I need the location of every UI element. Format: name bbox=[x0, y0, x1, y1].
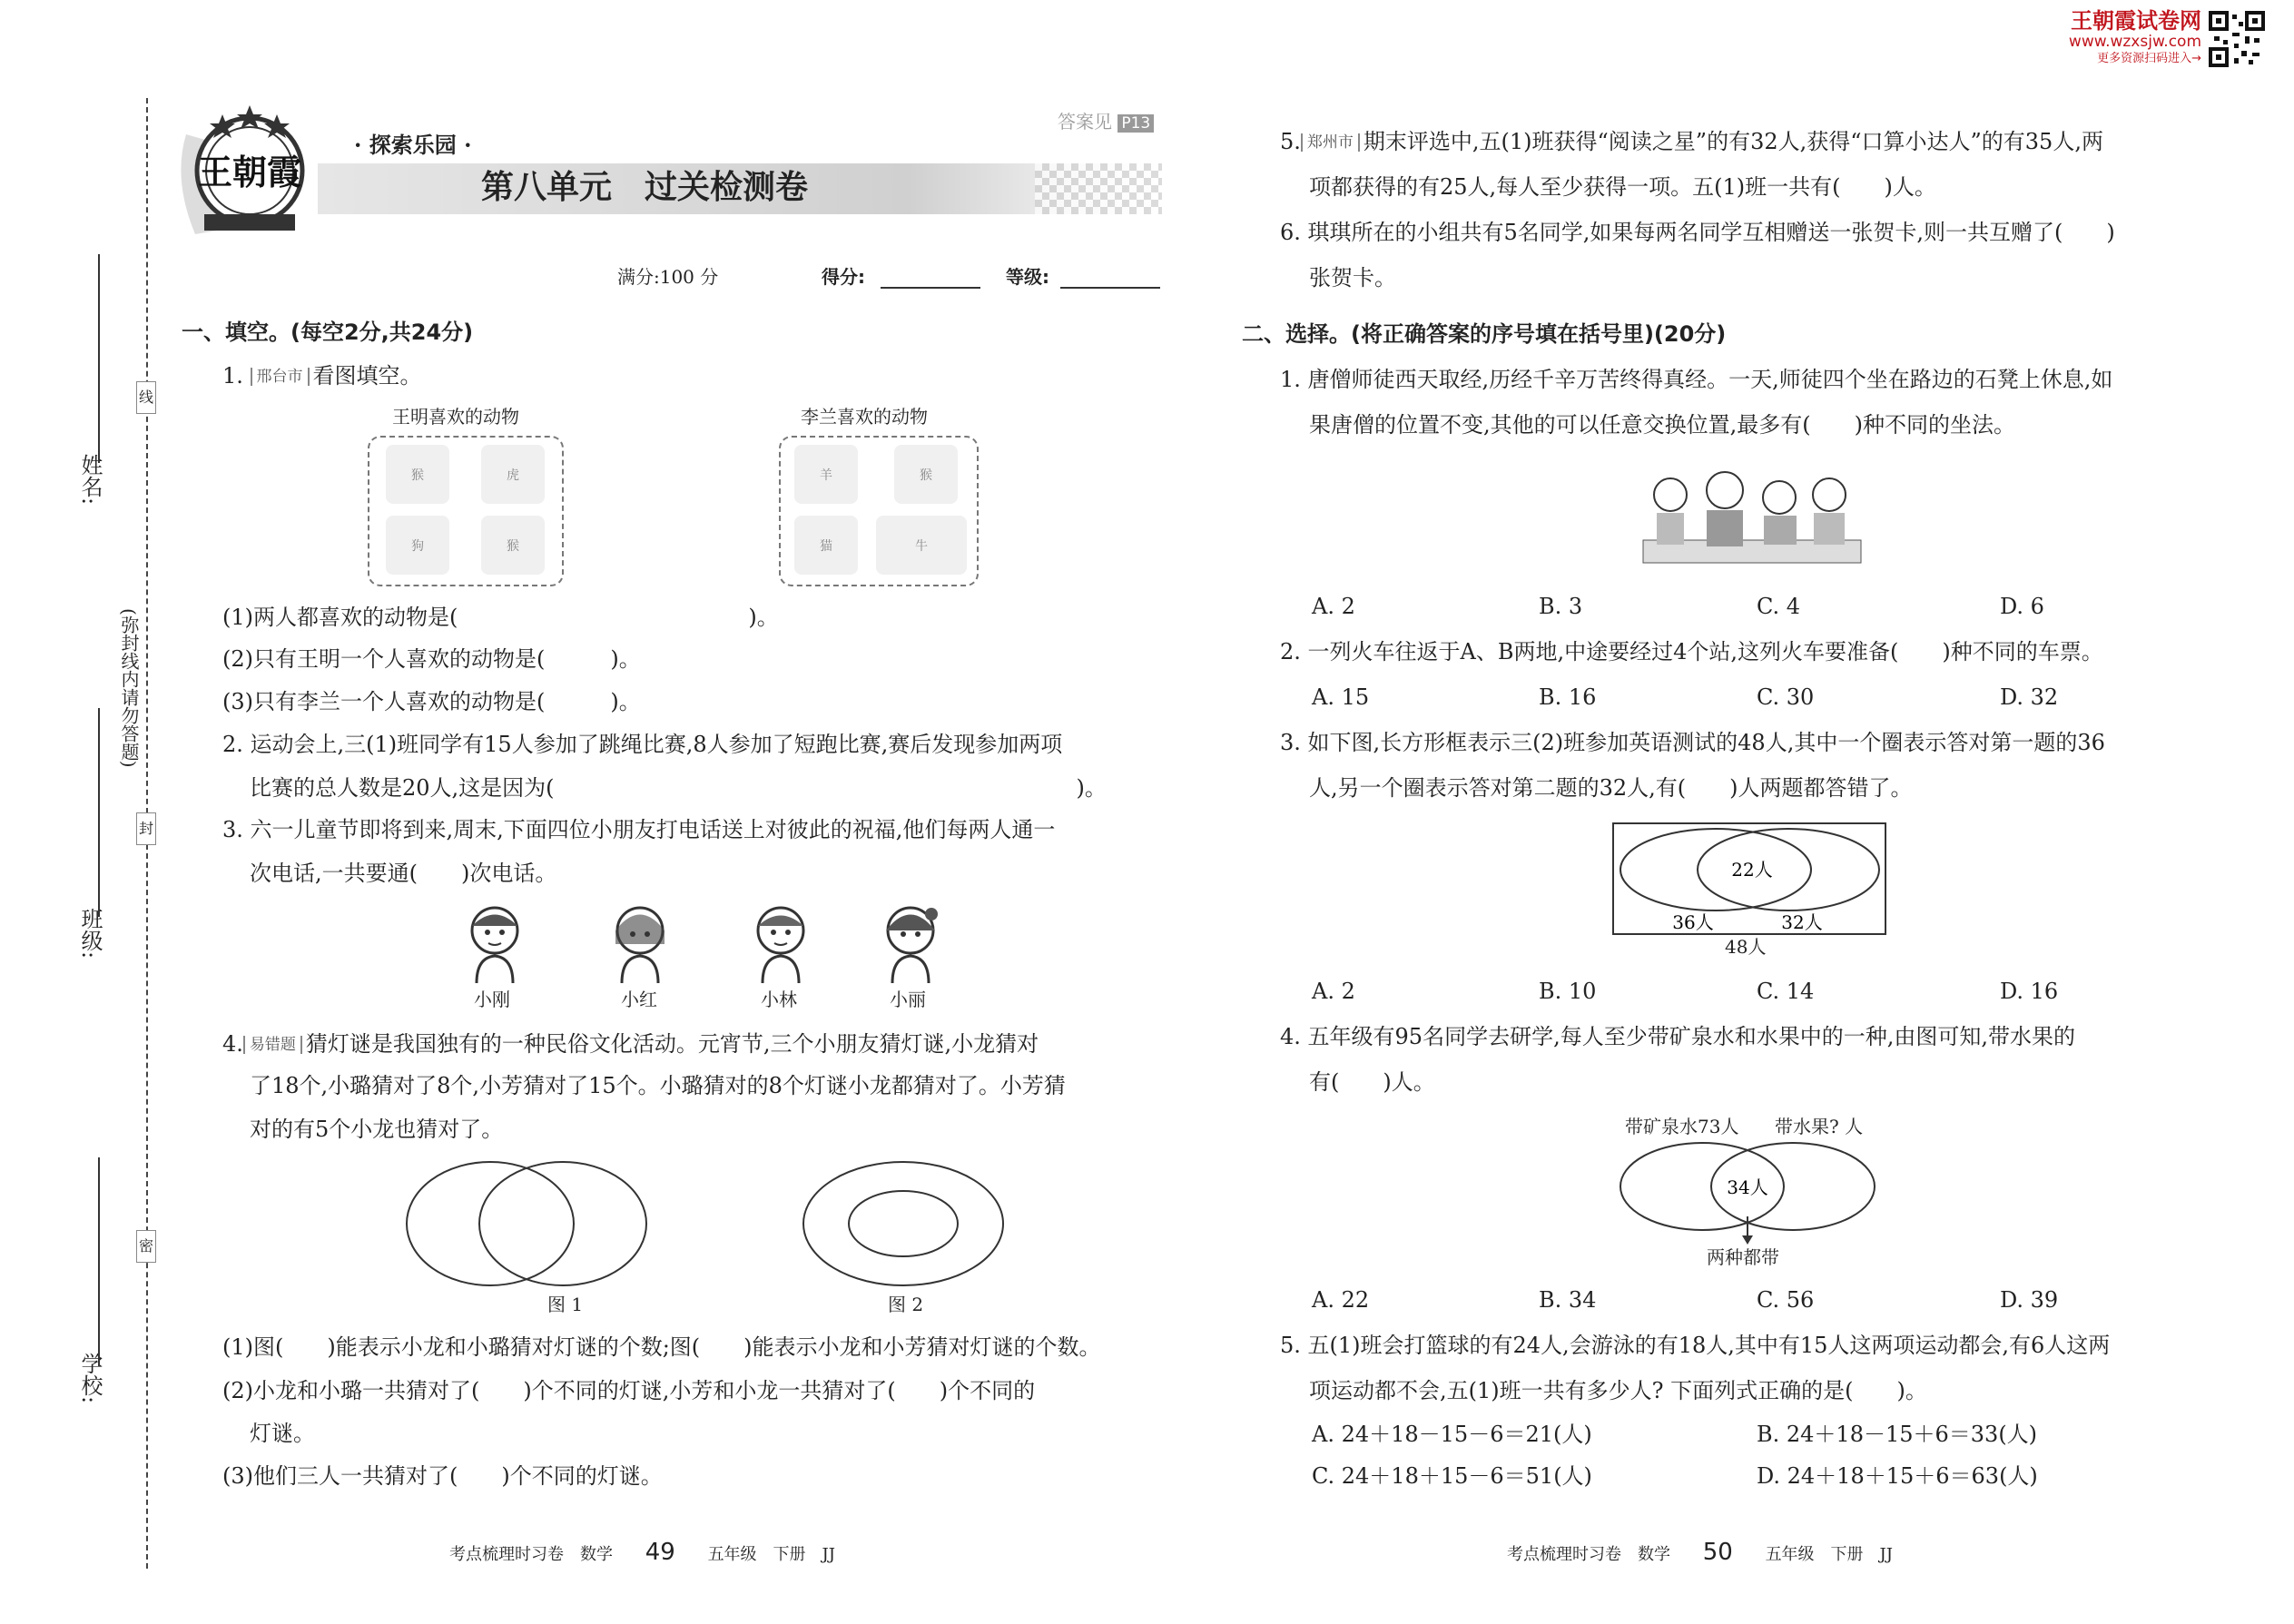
q5-line2: 项都获得的有25人,每人至少获得一项。五(1)班一共有( )人。 bbox=[1309, 174, 1936, 200]
binding-mark-secret: 密 bbox=[136, 1230, 156, 1263]
binding-mark-seal: 封 bbox=[136, 812, 156, 845]
pilgrims-image bbox=[1639, 463, 1866, 572]
pic1-title: 王明喜欢的动物 bbox=[392, 406, 519, 428]
footer-left-book: 考点梳理时习卷 数学 bbox=[449, 1545, 613, 1564]
c3-opt-c: C. 14 bbox=[1757, 979, 1815, 1004]
c5-line1: 5. 五(1)班会打篮球的有24人,会游泳的有18人,其中有15人这两项运动都会,有6人这两 bbox=[1280, 1333, 2111, 1358]
q5-tag: 郑州市 bbox=[1301, 133, 1360, 152]
c3-opt-a: A. 2 bbox=[1312, 979, 1355, 1004]
footer-right-grade: 五年级 下册 JJ bbox=[1765, 1545, 1893, 1564]
q4-sub1: (1)图( )能表示小龙和小璐猜对灯谜的个数;图( )能表示小龙和小芳猜对灯谜的个数。 bbox=[222, 1334, 1101, 1360]
c1-opt-b: B. 3 bbox=[1539, 594, 1583, 619]
part2-heading: 二、选择。(将正确答案的序号填在括号里)(20分) bbox=[1242, 321, 1727, 347]
score-field[interactable] bbox=[881, 287, 980, 289]
part1-heading: 一、填空。(每空2分,共24分) bbox=[182, 320, 474, 345]
animal-dog-image: 狗 bbox=[386, 516, 449, 575]
fig1-label: 图 1 bbox=[547, 1294, 584, 1315]
q4-sub2a: (2)小龙和小璐一共猜对了( )个不同的灯谜,小芳和小龙一共猜对了( )个不同的 bbox=[222, 1378, 1036, 1403]
q6-line1: 6. 琪琪所在的小组共有5名同学,如果每两名同学互相赠送一张贺卡,则一共互赠了( ) bbox=[1280, 220, 2115, 245]
full-score: 满分:100 分 bbox=[617, 266, 719, 288]
c5-opt-d: D. 24＋18＋15＋6＝63(人) bbox=[1757, 1463, 2038, 1489]
q1-sub1 bbox=[222, 603, 779, 632]
watermark-scan: 更多资源扫码进入→ bbox=[2097, 52, 2201, 65]
school-label: 学校: bbox=[77, 1353, 103, 1404]
q1-number: 1. bbox=[222, 363, 243, 389]
c3-line1: 3. 如下图,长方形框表示三(2)班参加英语测试的48人,其中一个圈表示答对第一题的36 bbox=[1280, 730, 2105, 755]
c4-bottom-label: 两种都带 bbox=[1707, 1246, 1779, 1268]
kid-label-4: 小丽 bbox=[890, 989, 926, 1010]
pic2-title: 李兰喜欢的动物 bbox=[801, 406, 928, 428]
animal-cow-image: 牛 bbox=[876, 516, 967, 575]
c3-venn-diagram bbox=[1611, 822, 1888, 940]
q1-sub1-text: (1)两人都喜欢的动物是( bbox=[222, 605, 458, 630]
animal-monkey2-image: 猴 bbox=[481, 516, 545, 575]
grade-field[interactable] bbox=[1060, 287, 1160, 289]
c3-right-label: 32人 bbox=[1781, 911, 1823, 933]
q6-line2: 张贺卡。 bbox=[1309, 265, 1396, 290]
kid-xiaogang-image bbox=[463, 903, 527, 985]
footer-right-book: 考点梳理时习卷 数学 bbox=[1507, 1545, 1670, 1564]
answer-ref bbox=[1058, 107, 1154, 133]
c2-opt-b: B. 16 bbox=[1539, 684, 1597, 710]
section-label: · 探索乐园 · bbox=[354, 132, 472, 158]
c1-opt-c: C. 4 bbox=[1757, 594, 1801, 619]
c2-opt-d: D. 32 bbox=[2000, 684, 2059, 710]
animal-tiger-image: 虎 bbox=[481, 445, 545, 504]
c4-opt-a: A. 22 bbox=[1312, 1287, 1370, 1313]
q2-line2-text: 比赛的总人数是20人,这是因为( bbox=[250, 775, 555, 801]
q5-number: 5. bbox=[1280, 129, 1301, 154]
c4-line2: 有( )人。 bbox=[1309, 1069, 1435, 1095]
logo-text: 王朝霞 bbox=[197, 152, 302, 192]
animal-cat-image: 猫 bbox=[794, 516, 858, 575]
brand-logo bbox=[168, 98, 322, 243]
q4-line3: 对的有5个小龙也猜对了。 bbox=[250, 1117, 504, 1142]
seal-note: (弥封线内请勿答题) bbox=[118, 608, 140, 768]
c5-opt-a: A. 24＋18－15－6＝21(人) bbox=[1312, 1422, 1592, 1447]
c3-left-label: 36人 bbox=[1672, 911, 1714, 933]
banner-checker bbox=[1035, 163, 1162, 214]
c4-right-label: 带水果? 人 bbox=[1775, 1116, 1864, 1137]
c1-line1: 1. 唐僧师徒西天取经,历经千辛万苦终得真经。一天,师徒四个坐在路边的石凳上休息,如 bbox=[1280, 367, 2113, 392]
q2-line2 bbox=[250, 773, 1107, 802]
footer-left bbox=[449, 1540, 835, 1567]
c3-opt-d: D. 16 bbox=[2000, 979, 2059, 1004]
animal-monkey3-image: 猴 bbox=[894, 445, 958, 504]
c4-opt-d: D. 39 bbox=[2000, 1287, 2059, 1313]
q4-sub2b: 灯谜。 bbox=[250, 1421, 315, 1446]
q4-figure1-venn bbox=[404, 1157, 649, 1294]
answer-ref-page: P13 bbox=[1117, 114, 1154, 133]
q4-line1 bbox=[222, 1029, 1039, 1058]
q1-sub2: (2)只有王明一个人喜欢的动物是( )。 bbox=[222, 646, 641, 672]
fig2-label: 图 2 bbox=[888, 1294, 924, 1315]
footer-right bbox=[1507, 1540, 1893, 1567]
watermark-brand: 王朝霞试卷网 bbox=[2071, 8, 2201, 34]
q4-tag: 易错题 bbox=[243, 1036, 302, 1054]
q1-sub1-end: )。 bbox=[748, 605, 779, 630]
c5-opt-b: B. 24＋18－15＋6＝33(人) bbox=[1757, 1422, 2038, 1447]
kid-label-3: 小林 bbox=[761, 989, 797, 1010]
c2-opt-c: C. 30 bbox=[1757, 684, 1815, 710]
class-underline bbox=[98, 708, 100, 917]
footer-right-page: 50 bbox=[1702, 1539, 1733, 1566]
c3-opt-b: B. 10 bbox=[1539, 979, 1597, 1004]
c1-opt-d: D. 6 bbox=[2000, 594, 2044, 619]
c1-line2: 果唐僧的位置不变,其他的可以任意交换位置,最多有( )种不同的坐法。 bbox=[1309, 412, 2015, 438]
q3-line2: 次电话,一共要通( )次电话。 bbox=[250, 861, 557, 886]
c5-line2: 项运动都不会,五(1)班一共有多少人? 下面列式正确的是( )。 bbox=[1309, 1378, 1927, 1403]
kid-xiaoli-image bbox=[879, 903, 942, 985]
q4-sub3: (3)他们三人一共猜对了( )个不同的灯谜。 bbox=[222, 1463, 663, 1489]
q3-line1: 3. 六一儿童节即将到来,周末,下面四位小朋友打电话送上对彼此的祝福,他们每两人通一 bbox=[222, 817, 1056, 842]
c4-opt-c: C. 56 bbox=[1757, 1287, 1815, 1313]
c4-center-label: 34人 bbox=[1727, 1176, 1768, 1198]
watermark bbox=[2020, 9, 2201, 67]
c3-total-label: 48人 bbox=[1725, 936, 1767, 958]
name-label: 姓名: bbox=[77, 454, 103, 506]
c5-opt-c: C. 24＋18＋15－6＝51(人) bbox=[1312, 1463, 1592, 1489]
q4-line2: 了18个,小璐猜对了8个,小芳猜对了15个。小璐猜对的8个灯谜小龙都猜对了。小芳猜 bbox=[250, 1073, 1066, 1098]
watermark-url: www.wzxsjw.com bbox=[2068, 33, 2201, 51]
q1-sub3: (3)只有李兰一个人喜欢的动物是( )。 bbox=[222, 689, 641, 714]
q2-line1: 2. 运动会上,三(1)班同学有15人参加了跳绳比赛,8人参加了短跑比赛,赛后发现参加两项 bbox=[222, 732, 1063, 757]
q4-line1-text: 猜灯谜是我国独有的一种民俗文化活动。元宵节,三个小朋友猜灯谜,小龙猜对 bbox=[305, 1031, 1039, 1057]
animal-monkey-image: 猴 bbox=[386, 445, 449, 504]
animal-goat-image: 羊 bbox=[794, 445, 858, 504]
c2-opt-a: A. 15 bbox=[1312, 684, 1370, 710]
q2-line2-end: )。 bbox=[1076, 775, 1107, 801]
c4-opt-b: B. 34 bbox=[1539, 1287, 1597, 1313]
c4-left-label: 带矿泉水73人 bbox=[1625, 1116, 1739, 1137]
q1-prompt bbox=[222, 361, 422, 390]
kid-label-2: 小红 bbox=[621, 989, 657, 1010]
footer-left-grade: 五年级 下册 JJ bbox=[707, 1545, 835, 1564]
answer-ref-text: 答案见 bbox=[1058, 111, 1112, 133]
q4-number: 4. bbox=[222, 1031, 243, 1057]
school-underline bbox=[98, 1157, 100, 1366]
page-title: 第八单元 过关检测卷 bbox=[481, 169, 809, 206]
c4-venn-diagram bbox=[1611, 1139, 1884, 1248]
name-underline bbox=[98, 254, 100, 463]
q5-line1-text: 期末评选中,五(1)班获得“阅读之星”的有32人,获得“口算小达人”的有35人,两 bbox=[1363, 129, 2103, 154]
binding-mark-line: 线 bbox=[136, 381, 156, 414]
kid-xiaolin-image bbox=[749, 903, 812, 985]
q1-tag: 邢台市 bbox=[251, 368, 310, 386]
c1-opt-a: A. 2 bbox=[1312, 594, 1355, 619]
qr-code-icon bbox=[2209, 11, 2265, 67]
footer-left-page: 49 bbox=[645, 1539, 675, 1566]
q5-line1 bbox=[1280, 127, 2103, 156]
c3-line2: 人,另一个圈表示答对第二题的32人,有( )人两题都答错了。 bbox=[1309, 775, 1913, 801]
kid-xiaohong-image bbox=[608, 903, 672, 985]
kid-label-1: 小刚 bbox=[474, 989, 510, 1010]
score-label: 得分: bbox=[822, 266, 865, 288]
q1-text: 看图填空。 bbox=[312, 363, 422, 389]
c2-line1: 2. 一列火车往返于A、B两地,中途要经过4个站,这列火车要准备( )种不同的车票。 bbox=[1280, 639, 2103, 664]
class-label: 班级: bbox=[77, 908, 103, 960]
q4-figure2-venn bbox=[799, 1157, 1008, 1294]
c4-line1: 4. 五年级有95名同学去研学,每人至少带矿泉水和水果中的一种,由图可知,带水果的 bbox=[1280, 1024, 2075, 1049]
c3-center-label: 22人 bbox=[1731, 859, 1773, 881]
grade-label: 等级: bbox=[1006, 266, 1049, 288]
